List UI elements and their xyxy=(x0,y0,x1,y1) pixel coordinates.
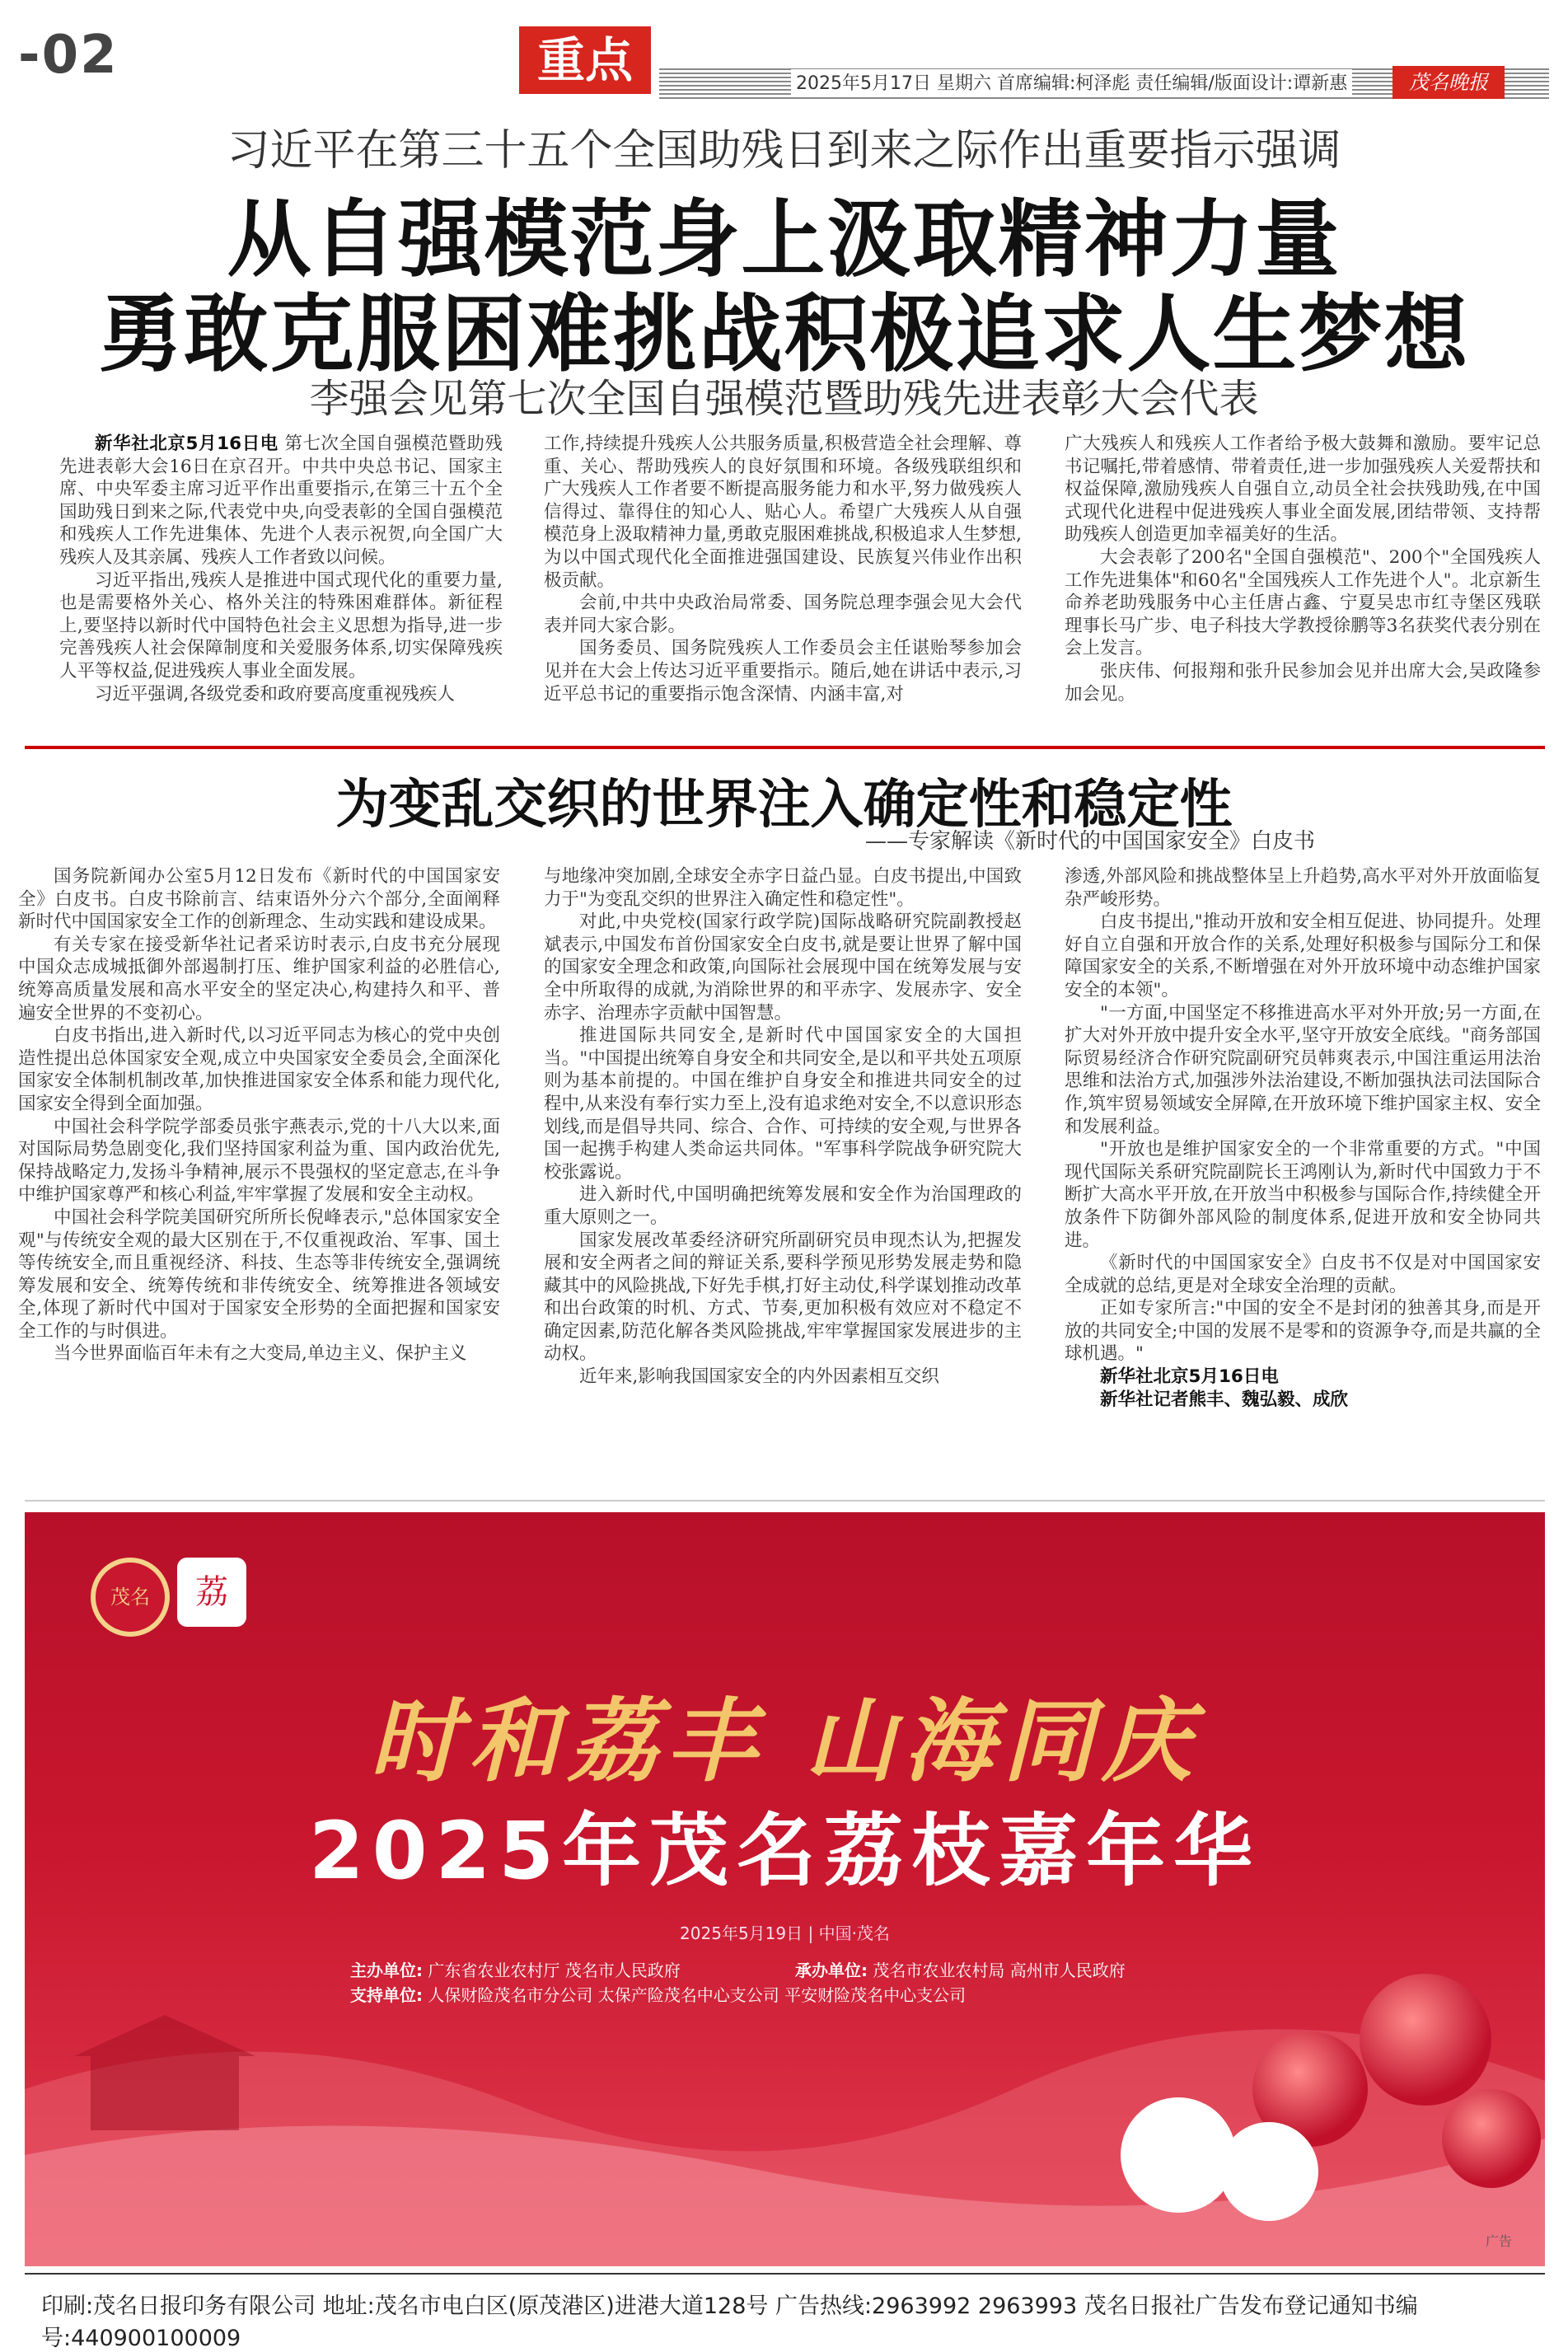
paragraph: 正如专家所言:"中国的安全不是封闭的独善其身,而是开放的共同安全;中国的发展不是零和的资源争夺,而是共赢的全球机遇。" xyxy=(1065,1298,1541,1365)
kicker: 习近平在第三十五个全国助残日到来之际作出重要指示强调 xyxy=(227,126,1341,176)
footer-rule xyxy=(25,2273,1545,2275)
paragraph: 工作,持续提升残疾人公共服务质量,积极营造全社会理解、尊重、关心、帮助残疾人的良好氛围和环境。各级残联组织和广大残疾人工作者要不断提高服务能力和水平,努力做残疾人信得过、靠得住的知心人、贴心人。希望广大残疾人从自强模范身上汲取精神力量,勇敢克服困难挑战,积极追求人生梦想,为以中国式现代化全面推进强国建设、民族复兴伟业作出积极贡献。 xyxy=(544,433,1022,591)
paragraph: 第七次全国自强模范暨助残先进表彰大会16日在京召开。中共中央总书记、国家主席、中央军委主席习近平作出重要指示,在第三十五个全国助残日到来之际,代表党中央,向受表彰的全国自强模范和残疾人工作先进集体、先进个人表示祝贺,向全国广大残疾人及其亲属、残疾人工作者致以问候。 xyxy=(59,433,503,568)
paragraph: 白皮书提出,"推动开放和安全相互促进、协同提升。处理好自立自强和开放合作的关系,处理好积极参与国际分工和保障国家安全的关系,不断增强在对外开放环境中动态维护国家安全的本领"。 xyxy=(1065,911,1541,1000)
ad-title: 2025年茂名荔枝嘉年华 xyxy=(308,1805,1261,1897)
paragraph: 张庆伟、何报翔和张升民参加会见并出席大会,吴政隆参加会见。 xyxy=(1065,660,1541,705)
paragraph: 与地缘冲突加剧,全球安全赤字日益凸显。白皮书提出,中国致力于"为变乱交织的世界注入确定性和稳定性"。 xyxy=(544,866,1022,910)
paragraph: 推进国际共同安全,是新时代中国国家安全的大国担当。"中国提出统筹自身安全和共同安全,是以和平共处五项原则为基本前提的。中国在维护自身安全和推进共同安全的过程中,从来没有奉行实力至上,没有追求绝对安全,不以意识形态划线,而是倡导共同、综合、合作、可持续的安全观,与世界各国一起携手构建人类命运共同体。"军事科学院战争研究院大校张露说。 xyxy=(544,1025,1022,1183)
paragraph: 对此,中央党校(国家行政学院)国际战略研究院副教授赵斌表示,中国发布首份国家安全白皮书,就是要让世界了解中国的国家安全理念和政策,向国际社会展现中国在统筹发展与安全中所取得的成就,为消除世界的和平赤字、发展赤字、安全赤字、治理赤字贡献中国智慧。 xyxy=(544,911,1022,1024)
article2-column-2 xyxy=(544,865,1022,1389)
paragraph: 国务院新闻办公室5月12日发布《新时代的中国国家安全》白皮书。白皮书除前言、结束语外分六个部分,全面阐释新时代中国国家安全工作的创新理念、生动实践和建设成果。 xyxy=(18,866,500,933)
paragraph: 国家发展改革委经济研究所副研究员申现杰认为,把握发展和安全两者之间的辩证关系,要科学预见形势发展走势和隐藏其中的风险挑战,下好先手棋,打好主动仗,科学谋划推动改革和出台政策的时机、方式、节奏,更加积极有效应对不稳定不确定因素,防范化解各类风险挑战,牢牢掌握国家发展进步的主动权。 xyxy=(544,1230,1022,1365)
paragraph: "一方面,中国坚定不移推进高水平对外开放;另一方面,在扩大对外开放中提升安全水平,坚守开放安全底线。"商务部国际贸易经济合作研究院副研究员韩爽表示,中国注重运用法治思维和法治方式,加强涉外法治建设,不断加强执法司法国际合作,筑牢贸易领域安全屏障,在开放环境下维护国家主权、安全和发展利益。 xyxy=(1065,1002,1541,1137)
article1-column-1 xyxy=(59,433,503,705)
article1-column-2 xyxy=(544,433,1022,705)
roof-shape xyxy=(74,2015,255,2056)
paragraph: 近年来,影响我国国家安全的内外因素相互交织 xyxy=(579,1366,939,1388)
dateline-lead: 新华社北京5月16日电 xyxy=(95,433,278,454)
mascot-shape xyxy=(1121,2097,1236,2213)
paragraph: 会前,中共中央政治局常委、国务院总理李强会见大会代表并同大家合影。 xyxy=(544,593,1022,636)
ad-organizer: 承办单位: 茂名市农业农村局 高州市人民政府 xyxy=(795,1961,1126,1980)
page-number: -02 xyxy=(18,25,119,86)
mascot-shape xyxy=(1219,2122,1318,2221)
byline: 新华社北京5月16日电 xyxy=(1100,1366,1279,1388)
paragraph: 国务委员、国务院残疾人工作委员会主任谌贻琴参加会见并在大会上传达习近平重要指示。随后,她在讲话中表示,习近平总书记的重要指示饱含深情、内涵丰富,对 xyxy=(544,638,1022,705)
paragraph: 广大残疾人和残疾人工作者给予极大鼓舞和激励。要牢记总书记嘱托,带着感情、带着责任,进一步加强残疾人关爱帮扶和权益保障,激励残疾人自强自立,动员全社会扶残助残,在中国式现代化进程中促进残疾人事业全面发展,团结带领、支持帮助残疾人创造更加幸福美好的生活。 xyxy=(1065,433,1541,546)
paragraph: 习近平指出,残疾人是推进中国式现代化的重要力量,也是需要格外关心、格外关注的特殊困难群体。新征程上,要坚持以新时代中国特色社会主义思想为指导,进一步完善残疾人社会保障制度和关爱服务体系,切实保障残疾人平等权益,促进残疾人事业全面发展。 xyxy=(59,569,503,682)
ad-slogan: 时和荔丰 山海同庆 xyxy=(369,1688,1201,1794)
article2-subheadline: ——专家解读《新时代的中国国家安全》白皮书 xyxy=(865,829,1316,854)
masthead-logo: 茂名晚报 xyxy=(1392,66,1505,99)
ad-host: 主办单位: 广东省农业农村厅 茂名市人民政府 xyxy=(350,1961,681,1980)
byline: 新华社记者熊丰、魏弘毅、成欣 xyxy=(1100,1389,1349,1410)
article2-headline: 为变乱交织的世界注入确定性和稳定性 xyxy=(335,775,1233,836)
article2-column-1 xyxy=(18,865,500,1366)
lychee-shape xyxy=(1442,2089,1541,2188)
paragraph: 中国社会科学院学部委员张宇燕表示,党的十八大以来,面对国际局势急剧变化,我们坚持国家利益为重、国内政治优先,保持战略定力,发扬斗争精神,展示不畏强权的坚定意志,在斗争中维护国家尊严和核心利益,牢牢掌握了发展和安全主动权。 xyxy=(18,1116,500,1206)
paragraph: 习近平强调,各级党委和政府要高度重视残疾人 xyxy=(95,683,455,705)
headline-2: 勇敢克服困难挑战积极追求人生梦想 xyxy=(98,286,1470,384)
paragraph: 中国社会科学院美国研究所所长倪峰表示,"总体国家安全观"与传统安全观的最大区别在于,不仅重视政治、军事、国土等传统安全,而且重视经济、科技、生态等非传统安全,强调统筹发展和安全、统筹传统和非传统安全、统筹推进各领域安全,体现了新时代中国对于国家安全形势的全面把握和国家安全工作的与时俱进。 xyxy=(18,1206,500,1342)
article1-column-3 xyxy=(1065,433,1541,705)
section-divider xyxy=(25,1500,1545,1502)
ad-date: 2025年5月19日 | 中国·茂名 xyxy=(680,1923,890,1943)
headline-1: 从自强模范身上汲取精神力量 xyxy=(227,191,1341,289)
ad-logo-emblem: 茂名 xyxy=(91,1558,170,1637)
ad-tag: 广告 xyxy=(1485,2233,1512,2249)
article2-column-3 xyxy=(1065,865,1541,1411)
subheadline: 李强会见第七次全国自强模范暨助残先进表彰大会代表 xyxy=(309,376,1259,422)
building-shape xyxy=(91,2056,239,2130)
paragraph: 进入新时代,中国明确把统筹发展和安全作为治国理政的重大原则之一。 xyxy=(544,1184,1022,1228)
advertisement xyxy=(25,1512,1545,2266)
dateline: 2025年5月17日 星期六 首席编辑:柯泽彪 责任编辑/版面设计:谭新惠 xyxy=(791,69,1352,95)
paragraph: 有关专家在接受新华社记者采访时表示,白皮书充分展现中国众志成城抵御外部遏制打压、维护国家利益的必胜信心,统筹高质量发展和高水平安全的坚定决心,构建持久和平、普遍安全世界的不变初心。 xyxy=(18,934,500,1024)
paragraph: 《新时代的中国国家安全》白皮书不仅是对中国国家安全成就的总结,更是对全球安全治理的贡献。 xyxy=(1065,1253,1541,1296)
lychee-shape xyxy=(1360,1974,1491,2106)
paragraph: 当今世界面临百年未有之大变局,单边主义、保护主义 xyxy=(54,1343,467,1365)
section-divider xyxy=(25,746,1545,749)
paragraph: 渗透,外部风险和挑战整体呈上升趋势,高水平对外开放面临复杂严峻形势。 xyxy=(1065,866,1541,910)
paragraph: "开放也是维护国家安全的一个非常重要的方式。"中国现代国际关系研究院副院长王鸿刚认为,新时代中国致力于不断扩大高水平开放,在开放当中积极参与国际合作,持续健全开放条件下防御外部风险的制度体系,促进开放和安全协同共进。 xyxy=(1065,1139,1541,1251)
paragraph: 大会表彰了200名"全国自强模范"、200个"全国残疾人工作先进集体"和60名"全国残疾人工作先进个人"。北京新生命养老助残服务中心主任唐占鑫、宁夏吴忠市红寺堡区残联理事长马广步、电子科技大学教授徐鹏等3名获奖代表分别在会上发言。 xyxy=(1065,546,1541,659)
ad-support: 支持单位: 人保财险茂名市分公司 太保产险茂名中心支公司 平安财险茂名中心支公司 xyxy=(350,1985,967,2005)
paragraph: 白皮书指出,进入新时代,以习近平同志为核心的党中央创造性提出总体国家安全观,成立中央国家安全委员会,全面深化国家安全体制机制改革,加快推进国家安全体系和能力现代化,国家安全得到全面加强。 xyxy=(18,1025,500,1114)
footer-imprint: 印刷:茂名日报印务有限公司 地址:茂名市电白区(原茂港区)进港大道128号 广告热线:2963992 2963993 茂名日报社广告发布登记通知书编号:440900100009 xyxy=(41,2293,1418,2351)
section-tag: 重点 xyxy=(519,26,651,94)
ad-logo-lychee: 荔 xyxy=(177,1558,246,1627)
